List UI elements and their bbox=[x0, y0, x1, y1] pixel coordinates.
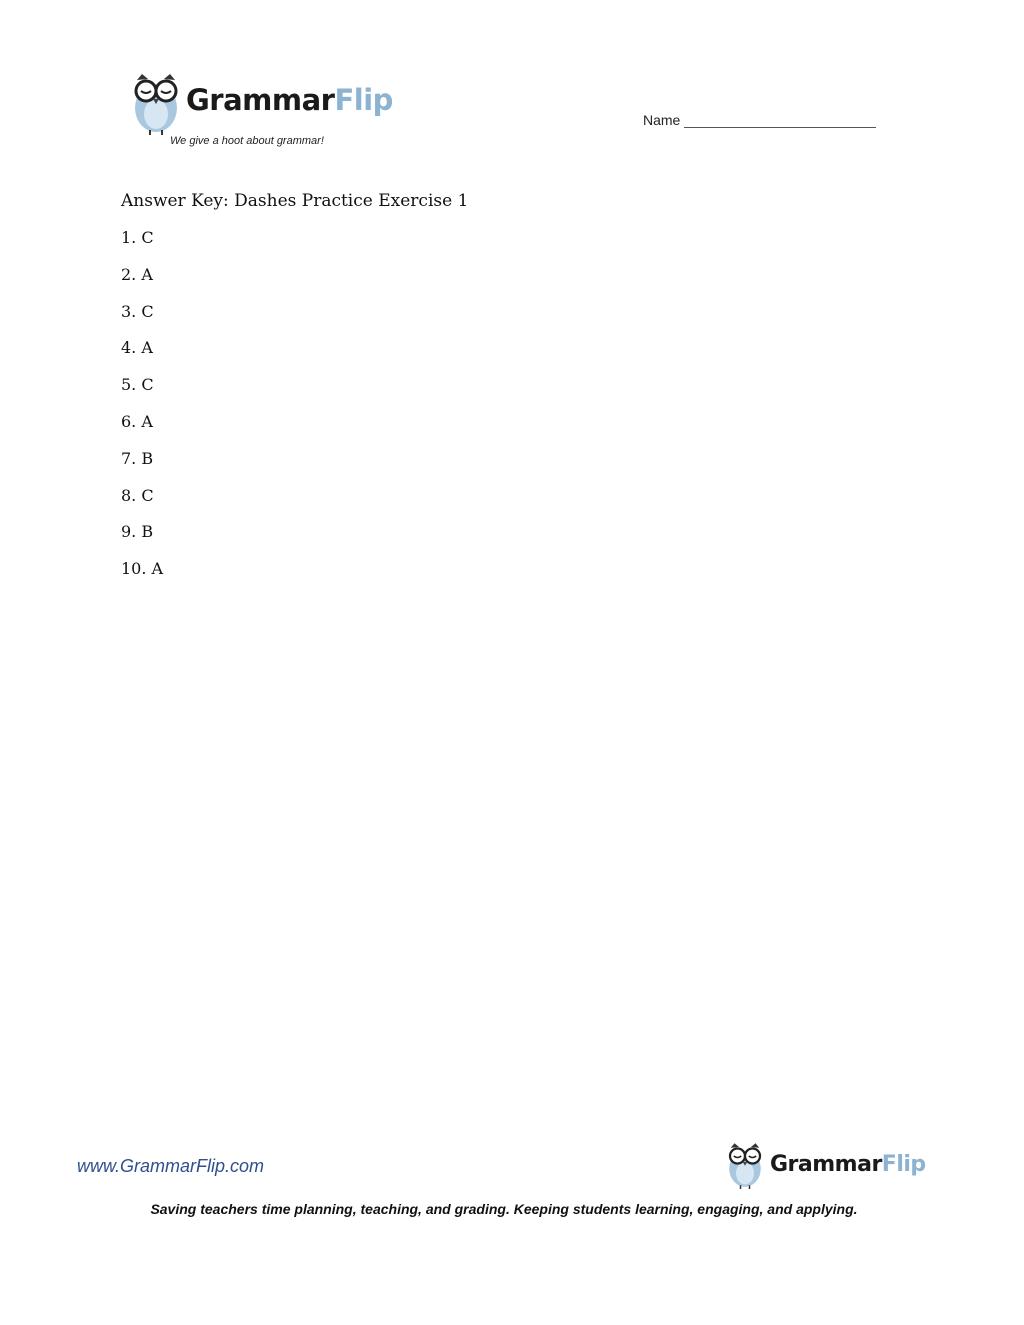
answer-item: 3. C bbox=[121, 301, 154, 321]
answer-item: 2. A bbox=[121, 264, 153, 284]
footer-logo bbox=[724, 1138, 934, 1194]
name-blank-line bbox=[684, 113, 876, 128]
answer-item: 9. B bbox=[121, 522, 154, 542]
logo-wordmark: GrammarFlip bbox=[186, 83, 393, 117]
footer-logo-wordmark: GrammarFlip bbox=[770, 1152, 926, 1177]
footer-website-link[interactable]: www.GrammarFlip.com bbox=[77, 1156, 265, 1176]
answer-list bbox=[121, 228, 163, 596]
owl-icon bbox=[724, 1138, 766, 1192]
answer-item: 5. C bbox=[121, 375, 154, 395]
answer-item: 7. B bbox=[121, 448, 154, 468]
answer-item: 1. C bbox=[121, 228, 154, 247]
name-label: Name bbox=[643, 112, 681, 128]
owl-icon bbox=[128, 70, 184, 136]
name-field bbox=[643, 112, 876, 128]
answer-item: 4. A bbox=[121, 338, 153, 358]
header-logo bbox=[128, 70, 398, 155]
answer-item: 6. A bbox=[121, 411, 153, 431]
page-title: Answer Key: Dashes Practice Exercise 1 bbox=[121, 191, 469, 211]
footer-slogan: Saving teachers time planning, teaching, and grading. Keeping students learning, engaging, and applying. bbox=[150, 1201, 858, 1217]
logo-tagline: We give a hoot about grammar! bbox=[170, 135, 324, 147]
answer-item: 10. A bbox=[121, 559, 164, 579]
answer-item: 8. C bbox=[121, 485, 154, 505]
